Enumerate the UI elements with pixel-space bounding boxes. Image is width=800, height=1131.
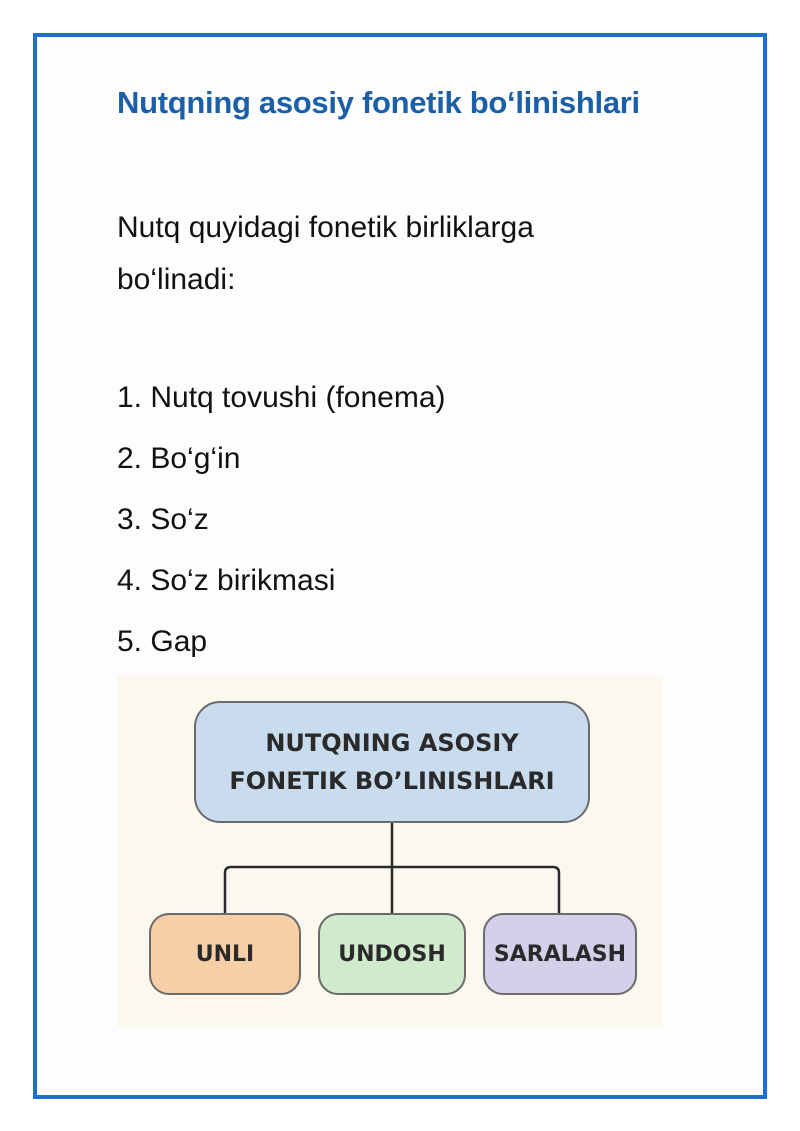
list-item: 3. So‘z [117, 503, 209, 536]
diagram-root-node: NUTQNING ASOSIY FONETIK BO’LINISHLARI [194, 701, 590, 823]
page-frame [33, 33, 767, 1099]
phonetic-divisions-diagram [117, 675, 663, 1027]
list-item: 1. Nutq tovushi (fonema) [117, 381, 446, 414]
intro-text: Nutq quyidagi fonetik birliklarga bo‘linadi: [117, 211, 534, 296]
diagram-node-unli: UNLI [149, 913, 301, 995]
list-item: 2. Bo‘g‘in [117, 442, 241, 475]
list-item: 4. So‘z birikmasi [117, 564, 336, 597]
list-item: 5. Gap [117, 625, 208, 658]
diagram-node-saralash: SARALASH [483, 913, 637, 995]
phonetic-units-list [117, 367, 446, 672]
page-title: Nutqning asosiy fonetik bo‘linishlari [117, 85, 640, 120]
diagram-node-undosh: UNDOSH [318, 913, 466, 995]
